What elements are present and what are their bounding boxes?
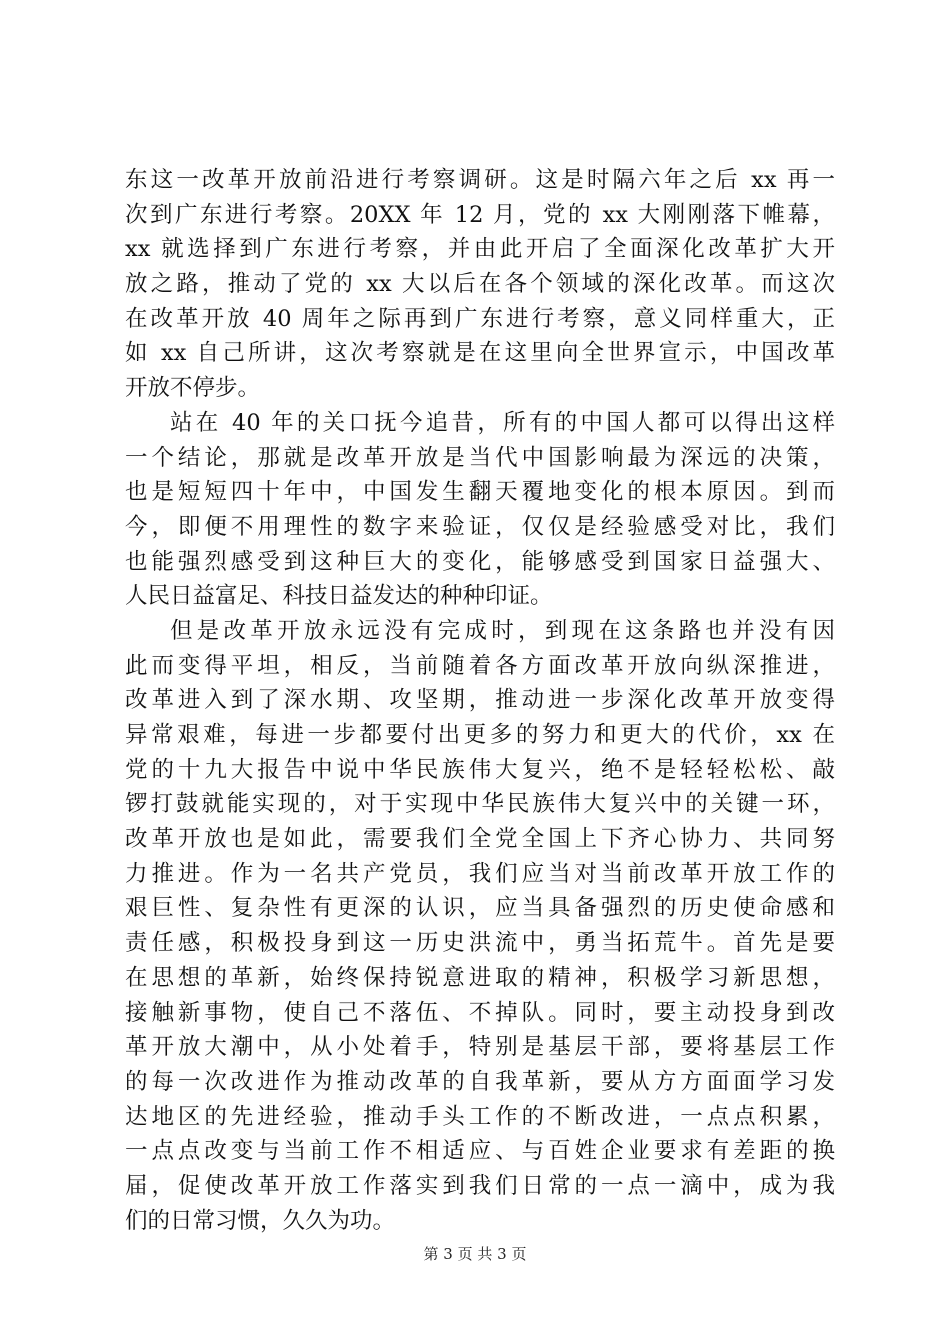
text-line: 艰巨性、复杂性有更深的认识，应当具备强烈的历史使命感和 xyxy=(125,895,835,922)
text-line: 在思想的革新，始终保持锐意进取的精神，积极学习新思想， xyxy=(125,964,835,991)
text-line: 人民日益富足、科技日益发达的种种印证。 xyxy=(125,583,553,610)
text-line: 次到广东进行考察。20XX 年 12 月，党的 xx 大刚刚落下帷幕， xyxy=(125,201,835,228)
text-line: 锣打鼓就能实现的，对于实现中华民族伟大复兴中的关键一环， xyxy=(125,791,835,818)
text-line: 也是短短四十年中，中国发生翻天覆地变化的根本原因。到而 xyxy=(125,479,835,506)
page-footer xyxy=(0,1244,950,1264)
text-line: 们的日常习惯，久久为功。 xyxy=(125,1207,396,1234)
text-line: 达地区的先进经验，推动手头工作的不断改进，一点点积累， xyxy=(125,1103,835,1130)
text-line: 责任感，积极投身到这一历史洪流中，勇当拓荒牛。首先是要 xyxy=(125,930,835,957)
text-line: 放之路，推动了党的 xx 大以后在各个领域的深化改革。而这次 xyxy=(125,271,835,298)
text-line: 届，促使改革开放工作落实到我们日常的一点一滴中，成为我 xyxy=(125,1172,835,1199)
text-line: 也能强烈感受到这种巨大的变化，能够感受到国家日益强大、 xyxy=(125,548,835,575)
text-line: 东这一改革开放前沿进行考察调研。这是时隔六年之后 xx 再一 xyxy=(125,167,835,193)
paragraph-first-line: 但是改革开放永远没有完成时，到现在这条路也并没有因 xyxy=(170,617,835,644)
text-line: 改革进入到了深水期、攻坚期，推动进一步深化改革开放变得 xyxy=(125,687,835,714)
text-line: 力推进。作为一名共产党员，我们应当对当前改革开放工作的 xyxy=(125,860,835,887)
page-number: 第 3 页 共 3 页 xyxy=(423,1245,527,1263)
text-line: 革开放大潮中，从小处着手，特别是基层干部，要将基层工作 xyxy=(125,1034,835,1061)
text-line: 开放不停步。 xyxy=(125,375,261,402)
text-line: 此而变得平坦，相反，当前随着各方面改革开放向纵深推进， xyxy=(125,652,835,679)
text-line: 接触新事物，使自己不落伍、不掉队。同时，要主动投身到改 xyxy=(125,999,835,1026)
text-line: 如 xx 自己所讲，这次考察就是在这里向全世界宣示，中国改革 xyxy=(125,340,835,367)
text-line: xx 就选择到广东进行考察，并由此开启了全面深化改革扩大开 xyxy=(125,236,835,263)
text-line: 改革开放也是如此，需要我们全党全国上下齐心协力、共同努 xyxy=(125,826,835,853)
text-line: 的每一次改进作为推动改革的自我革新，要从方方面面学习发 xyxy=(125,1068,835,1095)
text-line: 党的十九大报告中说中华民族伟大复兴，绝不是轻轻松松、敲 xyxy=(125,756,835,783)
text-line: 异常艰难，每进一步都要付出更多的努力和更大的代价，xx 在 xyxy=(125,722,835,748)
paragraph-first-line: 站在 40 年的关口抚今追昔，所有的中国人都可以得出这样 xyxy=(170,409,835,436)
body-text xyxy=(125,163,835,1238)
text-line: 在改革开放 40 周年之际再到广东进行考察，意义同样重大，正 xyxy=(125,305,835,332)
text-line: 一点点改变与当前工作不相适应、与百姓企业要求有差距的换 xyxy=(125,1138,835,1165)
text-line: 今，即便不用理性的数字来验证，仅仅是经验感受对比，我们 xyxy=(125,513,835,540)
text-line: 一个结论，那就是改革开放是当代中国影响最为深远的决策， xyxy=(125,444,835,471)
